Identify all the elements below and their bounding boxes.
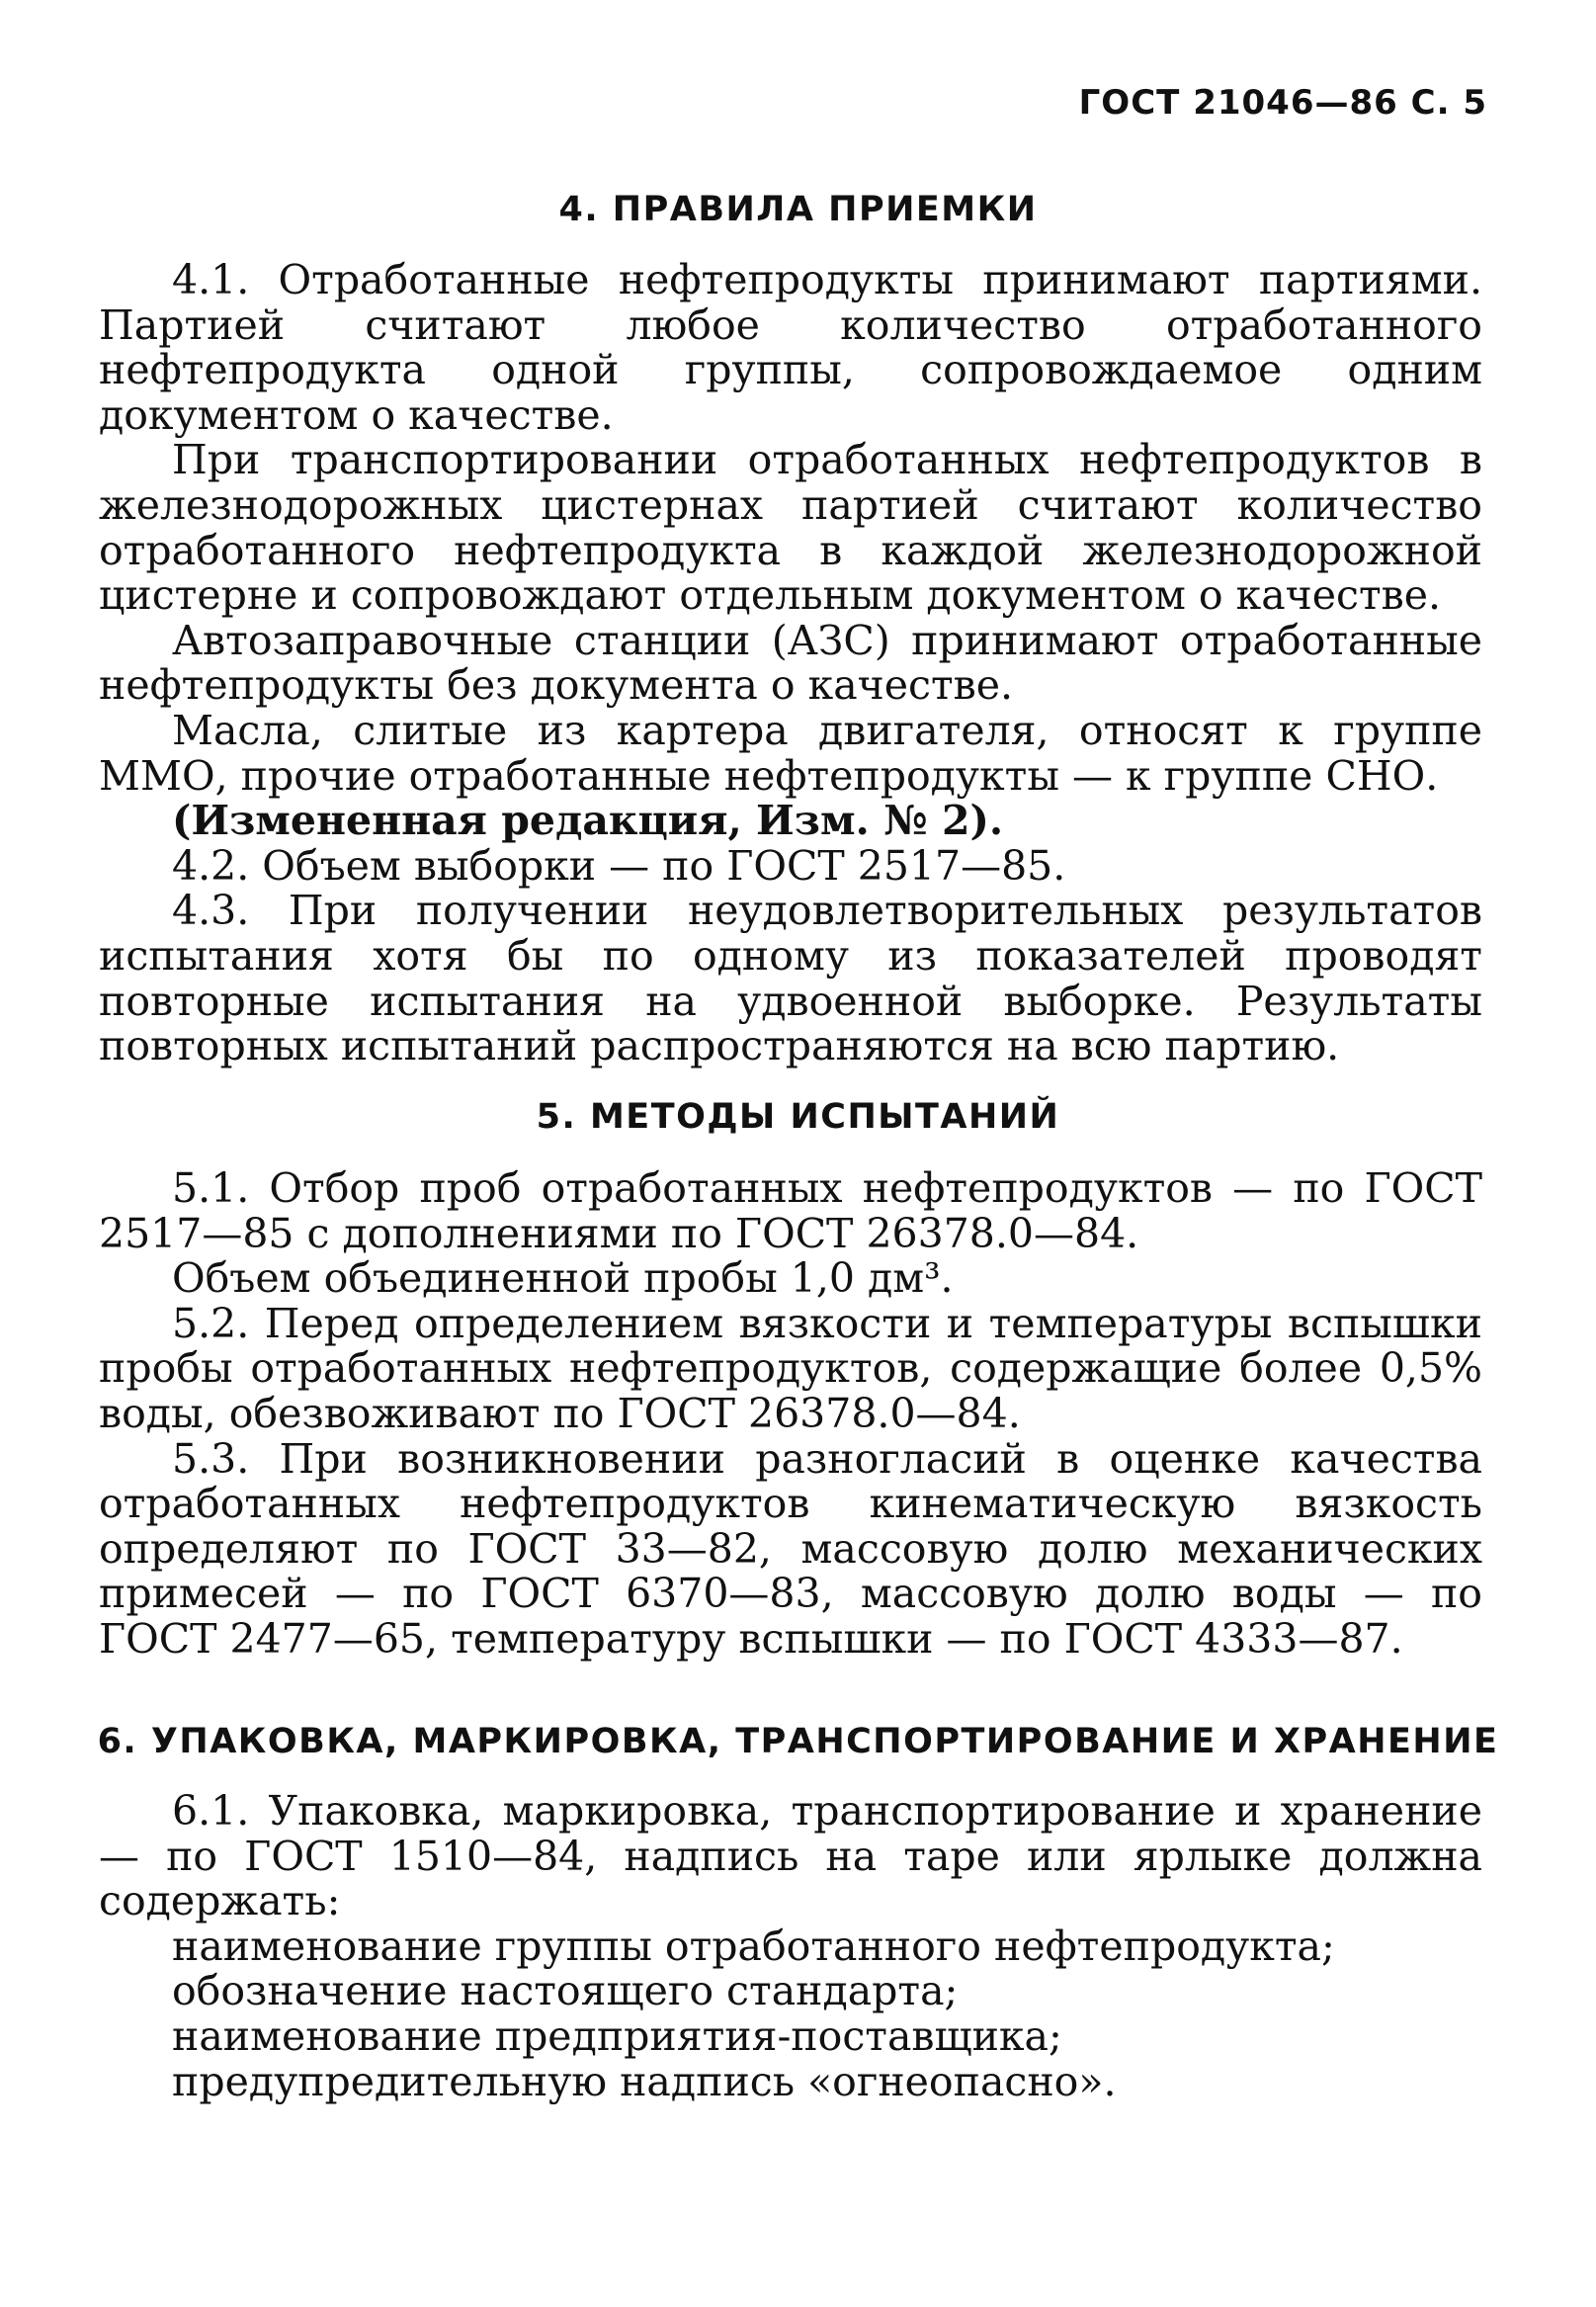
paragraph-4-1-rail: При транспортировании отработанных нефтепродуктов в железнодорожных цистернах партией считают количество отработанного нефтепродукта в каждой железнодорожной цистерне и сопровождают отдельным документом о качестве. <box>99 436 1482 620</box>
list-item: наименование предприятия-поставщика; <box>172 2011 1062 2060</box>
list-item: предупредительную надпись «огнеопасно». <box>172 2057 1117 2105</box>
paragraph-4-2: 4.2. Объем выборки — по ГОСТ 2517—85. <box>172 841 1066 890</box>
paragraph-4-3: 4.3. При получении неудовлетворительных результатов испытания хотя бы по одному из показателей проводят повторные испытания на удвоенной выборке. Результаты повторных испытаний распространяются на всю партию. <box>99 887 1482 1070</box>
section-4-body <box>99 258 1482 1069</box>
section-5-body <box>99 1166 1482 1663</box>
paragraph-5-1: 5.1. Отбор проб отработанных нефтепродуктов — по ГОСТ 2517—85 с дополнениями по ГОСТ 26378.0—84. <box>99 1164 1482 1257</box>
paragraph-4-1-azs: Автозаправочные станции (АЗС) принимают отработанные нефтепродукты без документа о качестве. <box>99 616 1482 710</box>
paragraph-5-2: 5.2. Перед определением вязкости и температуры вспышки пробы отработанных нефтепродуктов, содержащие более 0,5% воды, обезвоживают по ГОСТ 26378.0—84. <box>99 1299 1482 1437</box>
list-item: обозначение настоящего стандарта; <box>172 1967 959 2015</box>
paragraph-6-1: 6.1. Упаковка, маркировка, транспортирование и хранение — по ГОСТ 1510—84, надпись на таре или ярлыке должна содержать: <box>99 1787 1482 1925</box>
paragraph-4-1: 4.1. Отработанные нефтепродукты принимают партиями. Партией считают любое количество отработанного нефтепродукта одной группы, сопровождаемое одним документом о качестве. <box>99 256 1482 439</box>
paragraph-5-1-volume: Объем объединенной пробы 1,0 дм³. <box>172 1254 954 1303</box>
section-4-title: 4. ПРАВИЛА ПРИЕМКИ <box>558 190 1038 229</box>
section-6-body <box>99 1789 1482 2104</box>
paragraph-5-3: 5.3. При возникновении разногласий в оценке качества отработанных нефтепродуктов кинематическую вязкость определяют по ГОСТ 33—82, массовую долю механических примесей — по ГОСТ 6370—83, массовую долю воды — по ГОСТ 2477—65, температуру вспышки — по ГОСТ 4333—87. <box>99 1434 1482 1663</box>
section-5-title: 5. МЕТОДЫ ИСПЫТАНИЙ <box>536 1097 1060 1137</box>
paragraph-4-1-oils: Масла, слитые из картера двигателя, относят к группе ММО, прочие отработанные нефтепродукты — к группе СНО. <box>99 706 1482 800</box>
section-6-title: 6. УПАКОВКА, МАРКИРОВКА, ТРАНСПОРТИРОВАНИЕ И ХРАНЕНИЕ <box>97 1722 1499 1761</box>
page-header: ГОСТ 21046—86 С. 5 <box>1078 83 1487 123</box>
amendment-note: (Измененная редакция, Изм. № 2). <box>172 797 1004 845</box>
list-item: наименование группы отработанного нефтепродукта; <box>172 1922 1335 1970</box>
